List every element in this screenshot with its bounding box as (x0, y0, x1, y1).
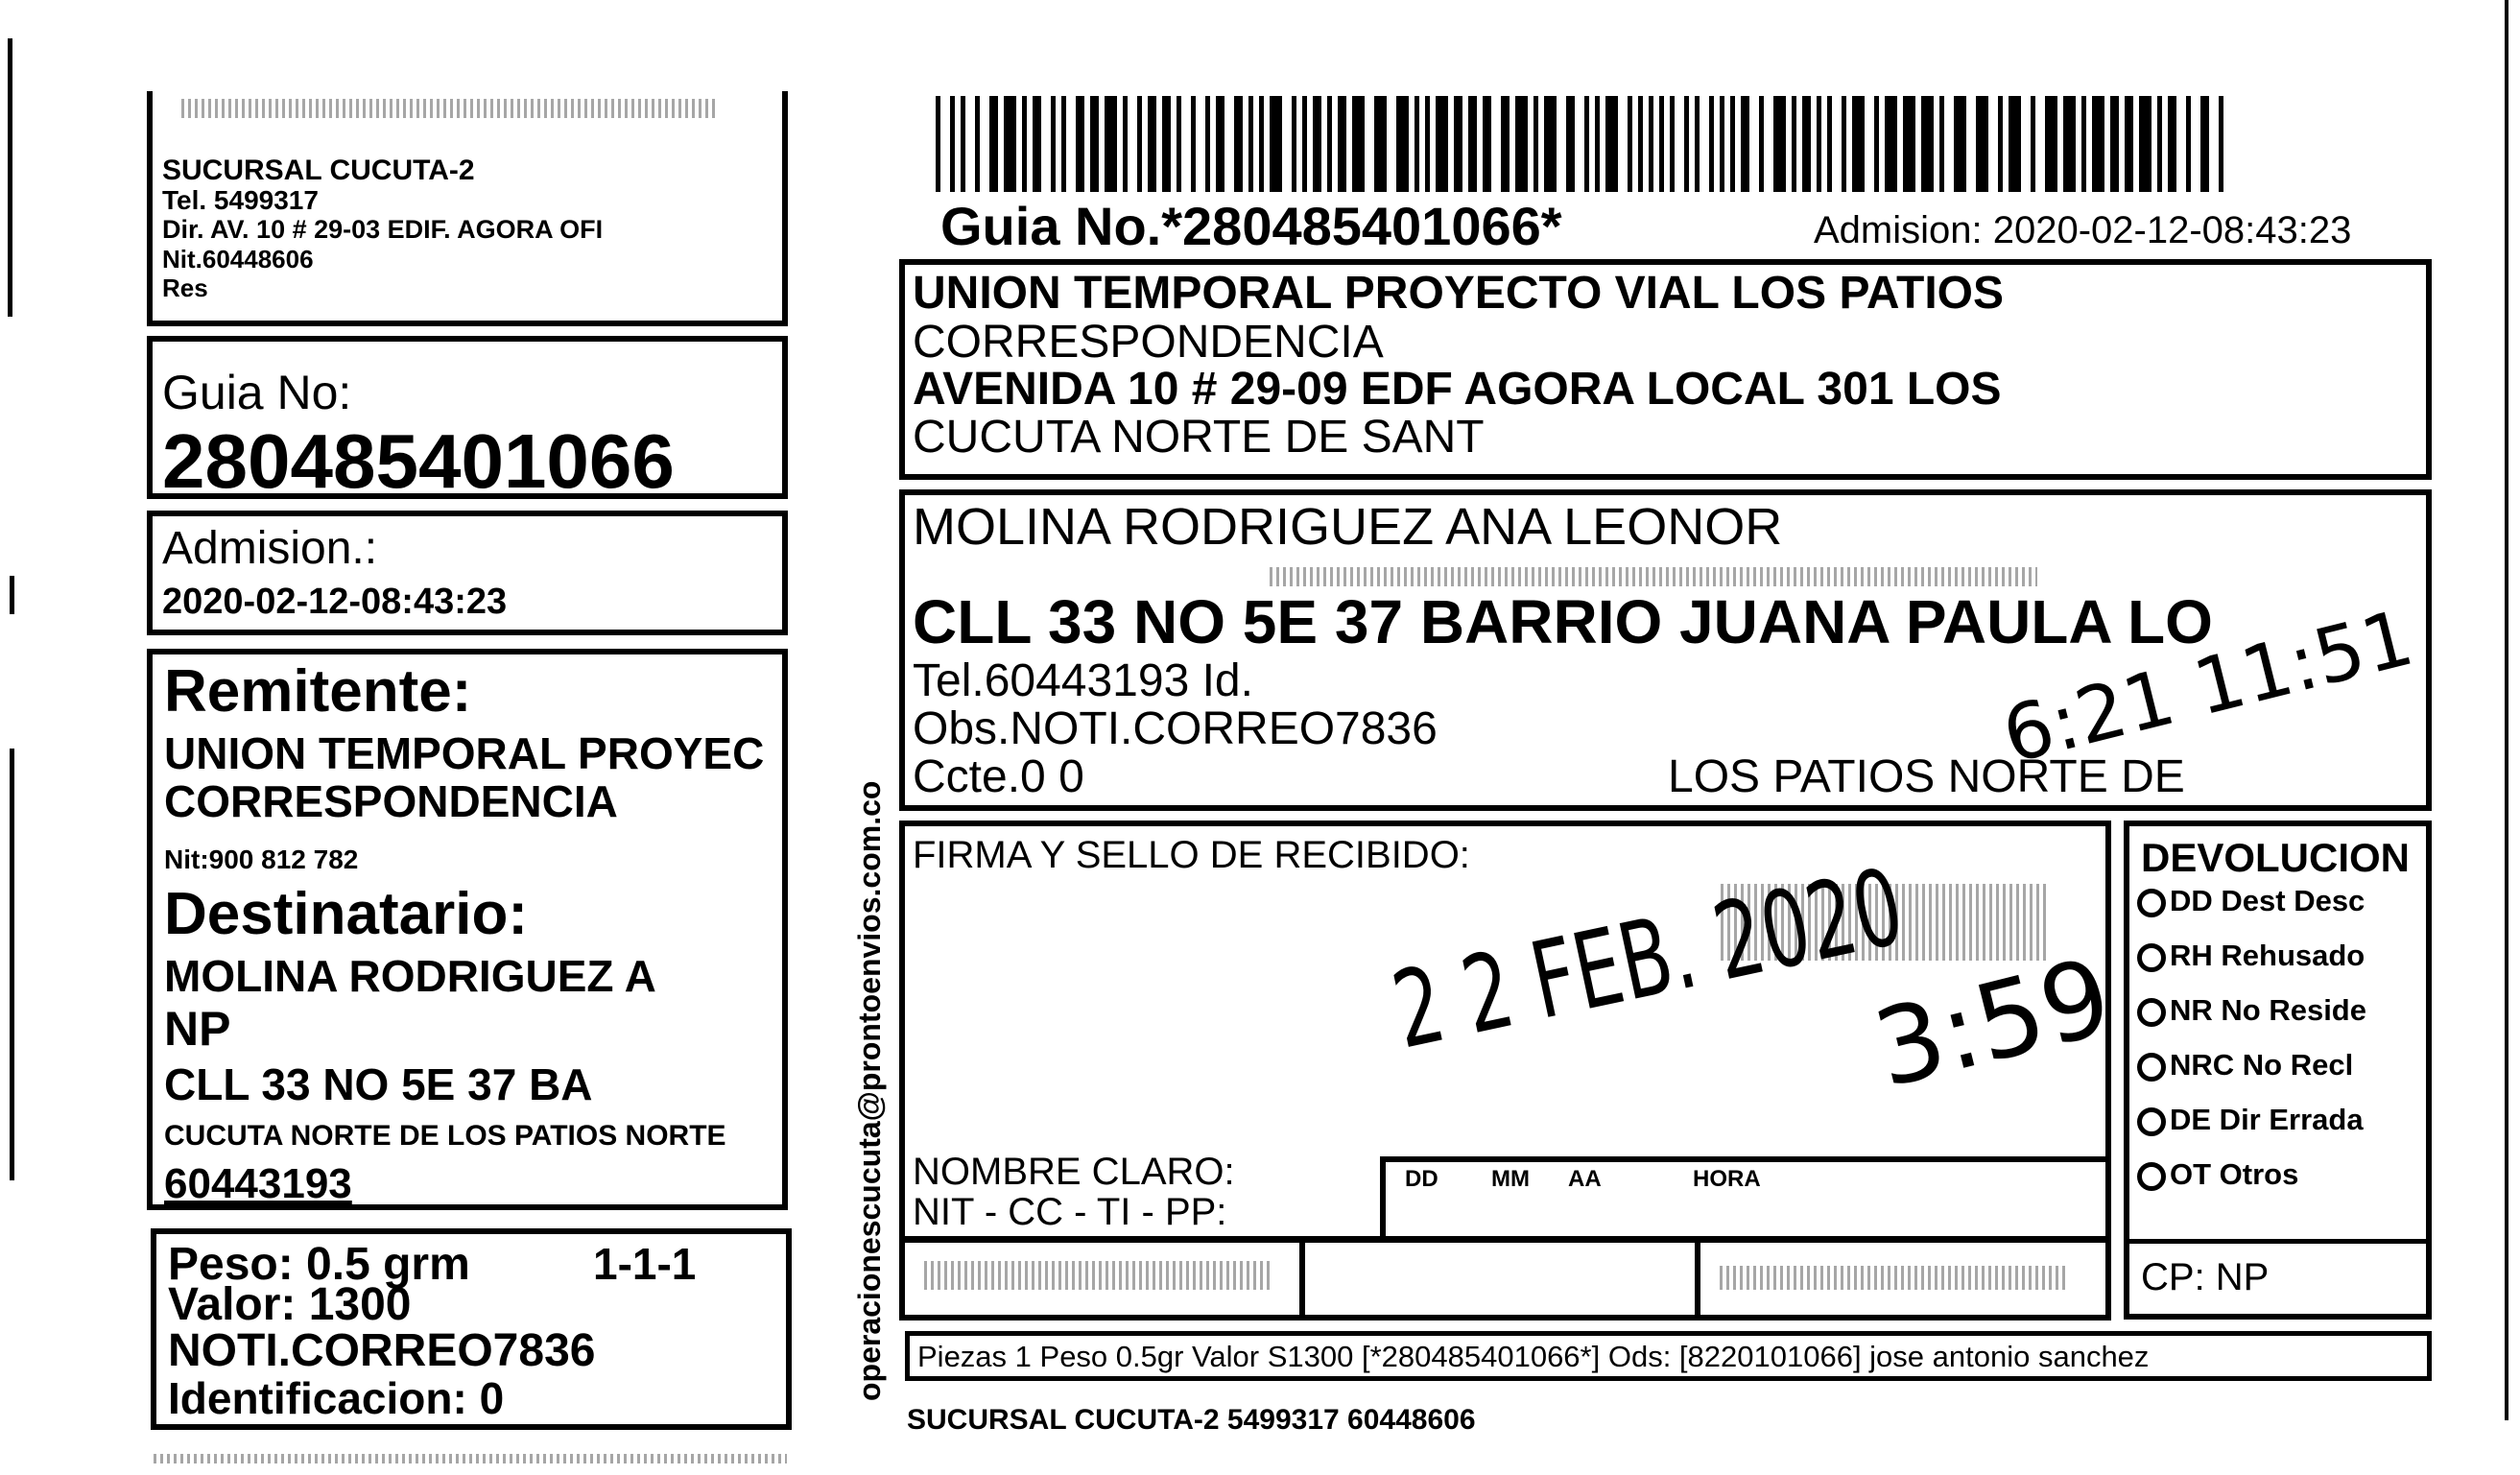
radio-circle-icon (2137, 1107, 2166, 1136)
devolucion-title: DEVOLUCION (2141, 835, 2411, 880)
scan-noise (1270, 567, 2037, 586)
nombre-label: NOMBRE CLARO: (913, 1151, 1235, 1193)
date-time-field[interactable] (1380, 1156, 2105, 1237)
footer-office: SUCURSAL CUCUTA-2 5499317 60448606 (907, 1404, 1476, 1436)
devolucion-option[interactable]: DD Dest Desc (2137, 886, 2365, 917)
parties-box (147, 649, 788, 1210)
destinatario-address: CLL 33 NO 5E 37 BA (164, 1059, 593, 1109)
devolucion-option[interactable]: RH Rehusado (2137, 940, 2365, 972)
sender-line-1: UNION TEMPORAL PROYECTO VIAL LOS PATIOS (913, 268, 2004, 319)
noti-reference: NOTI.CORREO7836 (168, 1325, 596, 1376)
date-hora-label: HORA (1693, 1166, 1761, 1192)
office-nit: Nit.60448606 (162, 245, 314, 274)
divider (2129, 1239, 2426, 1244)
radio-circle-icon (2137, 889, 2166, 917)
remitente-name: UNION TEMPORAL PROYEC (164, 728, 765, 778)
recipient-city: LOS PATIOS NORTE DE (1668, 751, 2185, 802)
remitente-dept: CORRESPONDENCIA (164, 776, 618, 826)
sender-line-4: CUCUTA NORTE DE SANT (913, 412, 1485, 463)
scan-edge-mark (8, 38, 12, 317)
destinatario-label: Destinatario: (164, 881, 528, 947)
signature-box (899, 821, 2123, 1243)
nit-label: NIT - CC - TI - PP: (913, 1191, 1227, 1233)
devolucion-option[interactable]: NRC No Recl (2137, 1050, 2353, 1082)
admision-box (147, 511, 788, 635)
recipient-obs: Obs.NOTI.CORREO7836 (913, 703, 1438, 754)
cp-value: CP: NP (2141, 1256, 2270, 1298)
office-name: SUCURSAL CUCUTA-2 (162, 155, 475, 186)
recipient-ccte: Ccte.0 0 (913, 751, 1084, 802)
remitente-nit: Nit:900 812 782 (164, 845, 359, 874)
radio-circle-icon (2137, 1162, 2166, 1191)
destinatario-city: CUCUTA NORTE DE LOS PATIOS NORTE (164, 1120, 726, 1152)
admision-label: Admision.: (162, 523, 378, 574)
office-res: Res (162, 274, 208, 302)
office-phone: Tel. 5499317 (162, 185, 319, 215)
date-aa-label: AA (1568, 1166, 1602, 1192)
destinatario-np: NP (164, 1002, 231, 1056)
devolucion-option[interactable]: NR No Reside (2137, 995, 2366, 1027)
weight-box (151, 1228, 792, 1430)
extra-field[interactable] (1695, 1236, 2111, 1320)
id-field[interactable] (1299, 1236, 1700, 1320)
handwritten-note: 6:21 11:51 (1994, 592, 2422, 781)
peso-value: Peso: 0.5 grm (168, 1239, 470, 1290)
valor-value: Valor: 1300 (168, 1279, 412, 1330)
sender-box (899, 259, 2432, 480)
radio-circle-icon (2137, 998, 2166, 1027)
guia-header: Guia No.*280485401066* (940, 196, 1562, 256)
devolucion-box (2124, 821, 2432, 1320)
guia-number: 280485401066 (162, 418, 675, 504)
scan-edge-mark (10, 576, 14, 614)
side-email: operacionescucuta@prontoenvios.com.co (852, 780, 887, 1401)
scan-noise (924, 1261, 1270, 1290)
scan-edge-mark (10, 749, 14, 1180)
destinatario-phone: 60443193 (164, 1160, 352, 1207)
recipient-name: MOLINA RODRIGUEZ ANA LEONOR (913, 498, 1783, 556)
radio-circle-icon (2137, 943, 2166, 972)
guia-box (147, 336, 788, 504)
barcode (936, 96, 2231, 197)
sender-office-box (147, 91, 788, 326)
admision-header: Admision: 2020-02-12-08:43:23 (1814, 209, 2352, 251)
date-mm-label: MM (1491, 1166, 1530, 1192)
sender-line-3: AVENIDA 10 # 29-09 EDF AGORA LOCAL 301 LOS (913, 364, 2002, 415)
devolucion-option[interactable]: DE Dir Errada (2137, 1105, 2364, 1136)
guia-label: Guia No: (162, 366, 352, 419)
scan-noise (1720, 1266, 2065, 1290)
recipient-address: CLL 33 NO 5E 37 BARRIO JUANA PAULA LO (913, 587, 2213, 656)
scan-noise (181, 99, 719, 118)
destinatario-name: MOLINA RODRIGUEZ A (164, 951, 656, 1001)
peso-code: 1-1-1 (593, 1239, 697, 1289)
admision-value: 2020-02-12-08:43:23 (162, 582, 508, 622)
devolucion-option[interactable]: OT Otros (2137, 1159, 2298, 1191)
name-field[interactable] (899, 1236, 1305, 1320)
firma-label: FIRMA Y SELLO DE RECIBIDO: (913, 834, 1470, 876)
date-dd-label: DD (1405, 1166, 1438, 1192)
handwritten-time: 3:59 (1863, 935, 2123, 1111)
office-address: Dir. AV. 10 # 29-03 EDIF. AGORA OFI (162, 215, 604, 244)
received-date-stamp: 2 2 FEB. 2020 (1383, 845, 1914, 1073)
radio-circle-icon (2137, 1053, 2166, 1082)
recipient-phone: Tel.60443193 Id. (913, 655, 1253, 706)
piezas-summary: Piezas 1 Peso 0.5gr Valor S1300 [*280485401066*] Ods: [8220101066] jose antonio sanchez (917, 1340, 2150, 1373)
recipient-box (899, 489, 2432, 811)
identificacion: Identificacion: 0 (168, 1373, 505, 1423)
scan-edge-mark (2505, 0, 2508, 1420)
remitente-label: Remitente: (164, 658, 472, 725)
sender-line-2: CORRESPONDENCIA (913, 317, 1384, 368)
piezas-bar (905, 1331, 2432, 1381)
scan-noise (154, 1454, 787, 1463)
